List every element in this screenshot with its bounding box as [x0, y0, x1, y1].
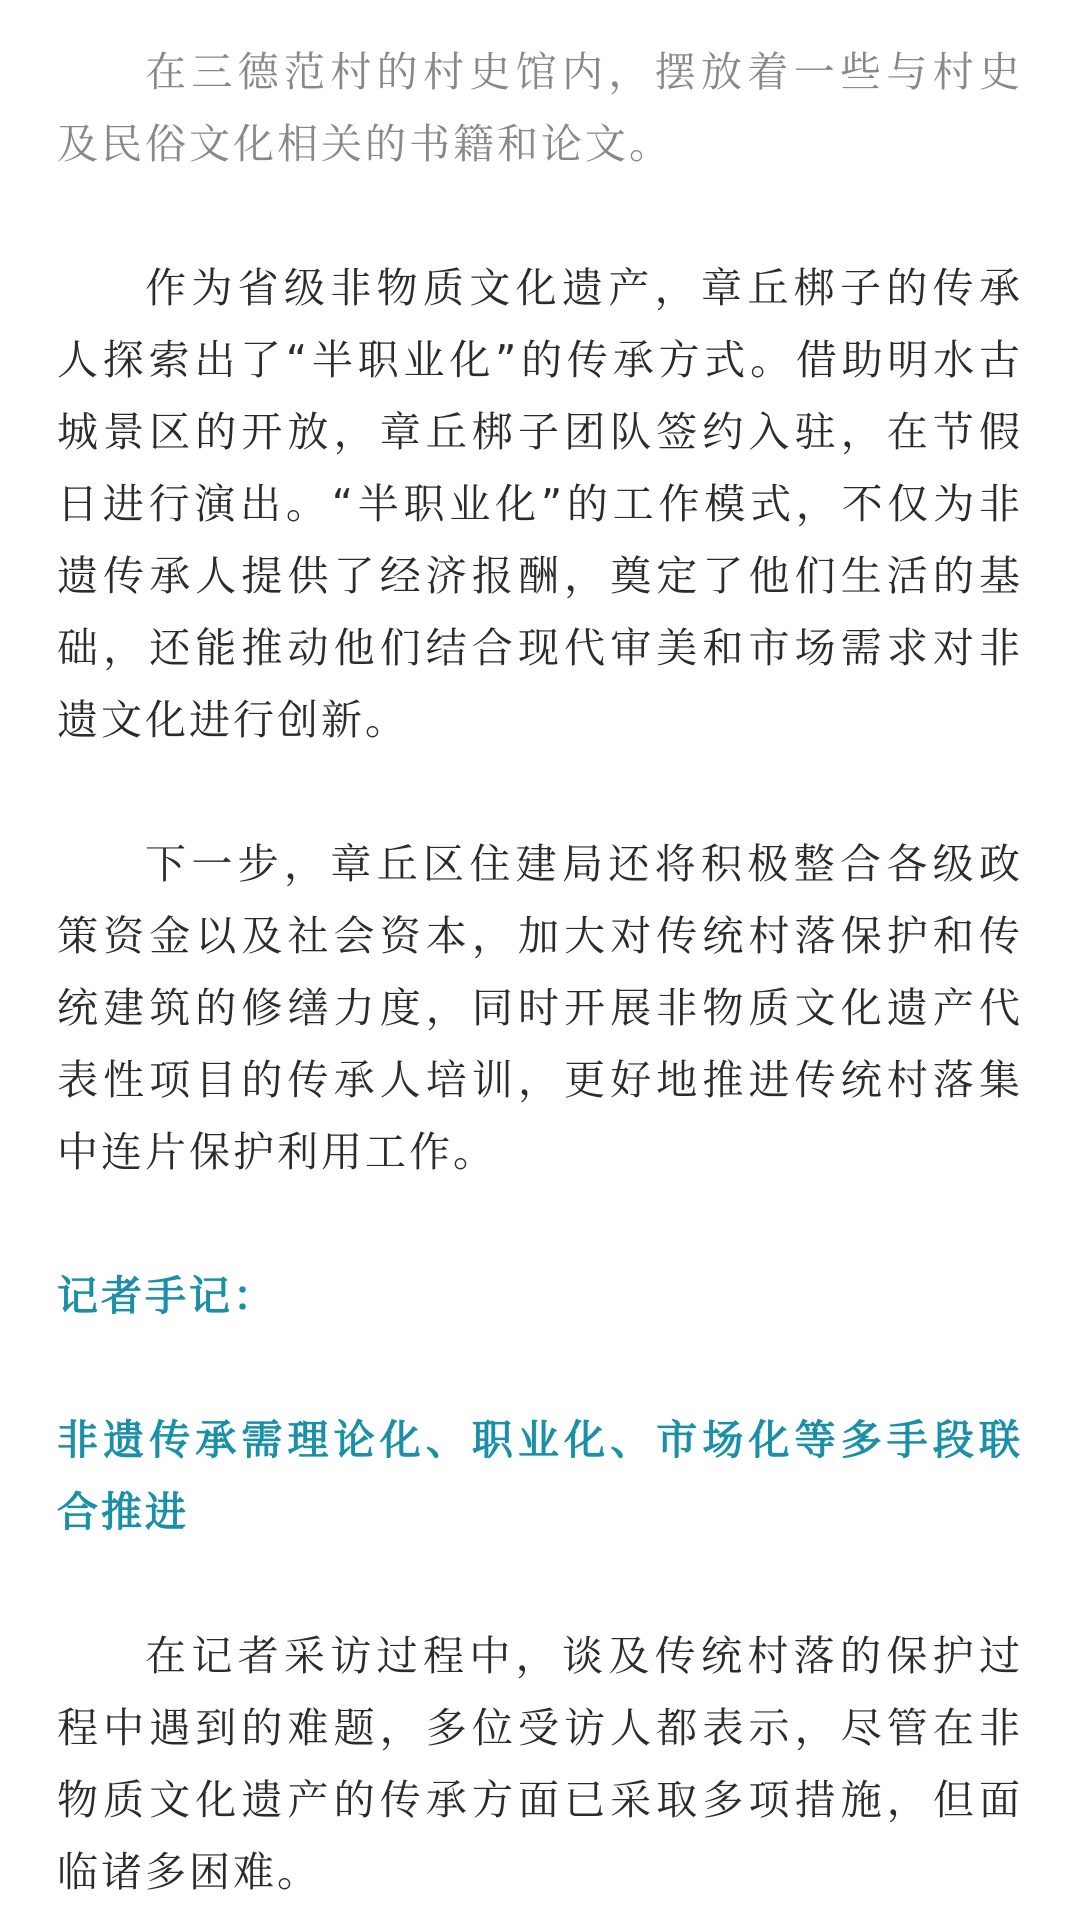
paragraph-spacer — [57, 1188, 1023, 1260]
reporter-notes-subheading: 非遗传承需理论化、职业化、市场化等多手段联合推进 — [57, 1416, 1023, 1536]
paragraph-next-steps: 下一步，章丘区住建局还将积极整合各级政策资金以及社会资本，加大对传统村落保护和传统建筑的修缮力度，同时开展非物质文化遗产代表性项目的传承人培训，更好地推进传统村落集中连片保护利用工作。 — [57, 840, 1023, 1176]
paragraph-interview-difficulties: 在记者采访过程中，谈及传统村落的保护过程中遇到的难题，多位受访人都表示，尽管在非物质文化遗产的传承方面已采取多项措施，但面临诸多困难。 — [57, 1632, 1023, 1896]
reporter-notes-heading: 记者手记： — [57, 1272, 277, 1320]
paragraph-spacer — [57, 180, 1023, 252]
paragraph-spacer — [57, 1332, 1023, 1404]
paragraph-opera-inheritance: 作为省级非物质文化遗产，章丘梆子的传承人探索出了“半职业化”的传承方式。借助明水古城景区的开放，章丘梆子团队签约入驻，在节假日进行演出。“半职业化”的工作模式，不仅为非遗传承人提供了经济报酬，奠定了他们生活的基础，还能推动他们结合现代审美和市场需求对非遗文化进行创新。 — [57, 264, 1023, 744]
paragraph-spacer — [57, 756, 1023, 828]
photo-caption: 在三德范村的村史馆内，摆放着一些与村史及民俗文化相关的书籍和论文。 — [57, 48, 1023, 168]
paragraph-spacer — [57, 1548, 1023, 1620]
